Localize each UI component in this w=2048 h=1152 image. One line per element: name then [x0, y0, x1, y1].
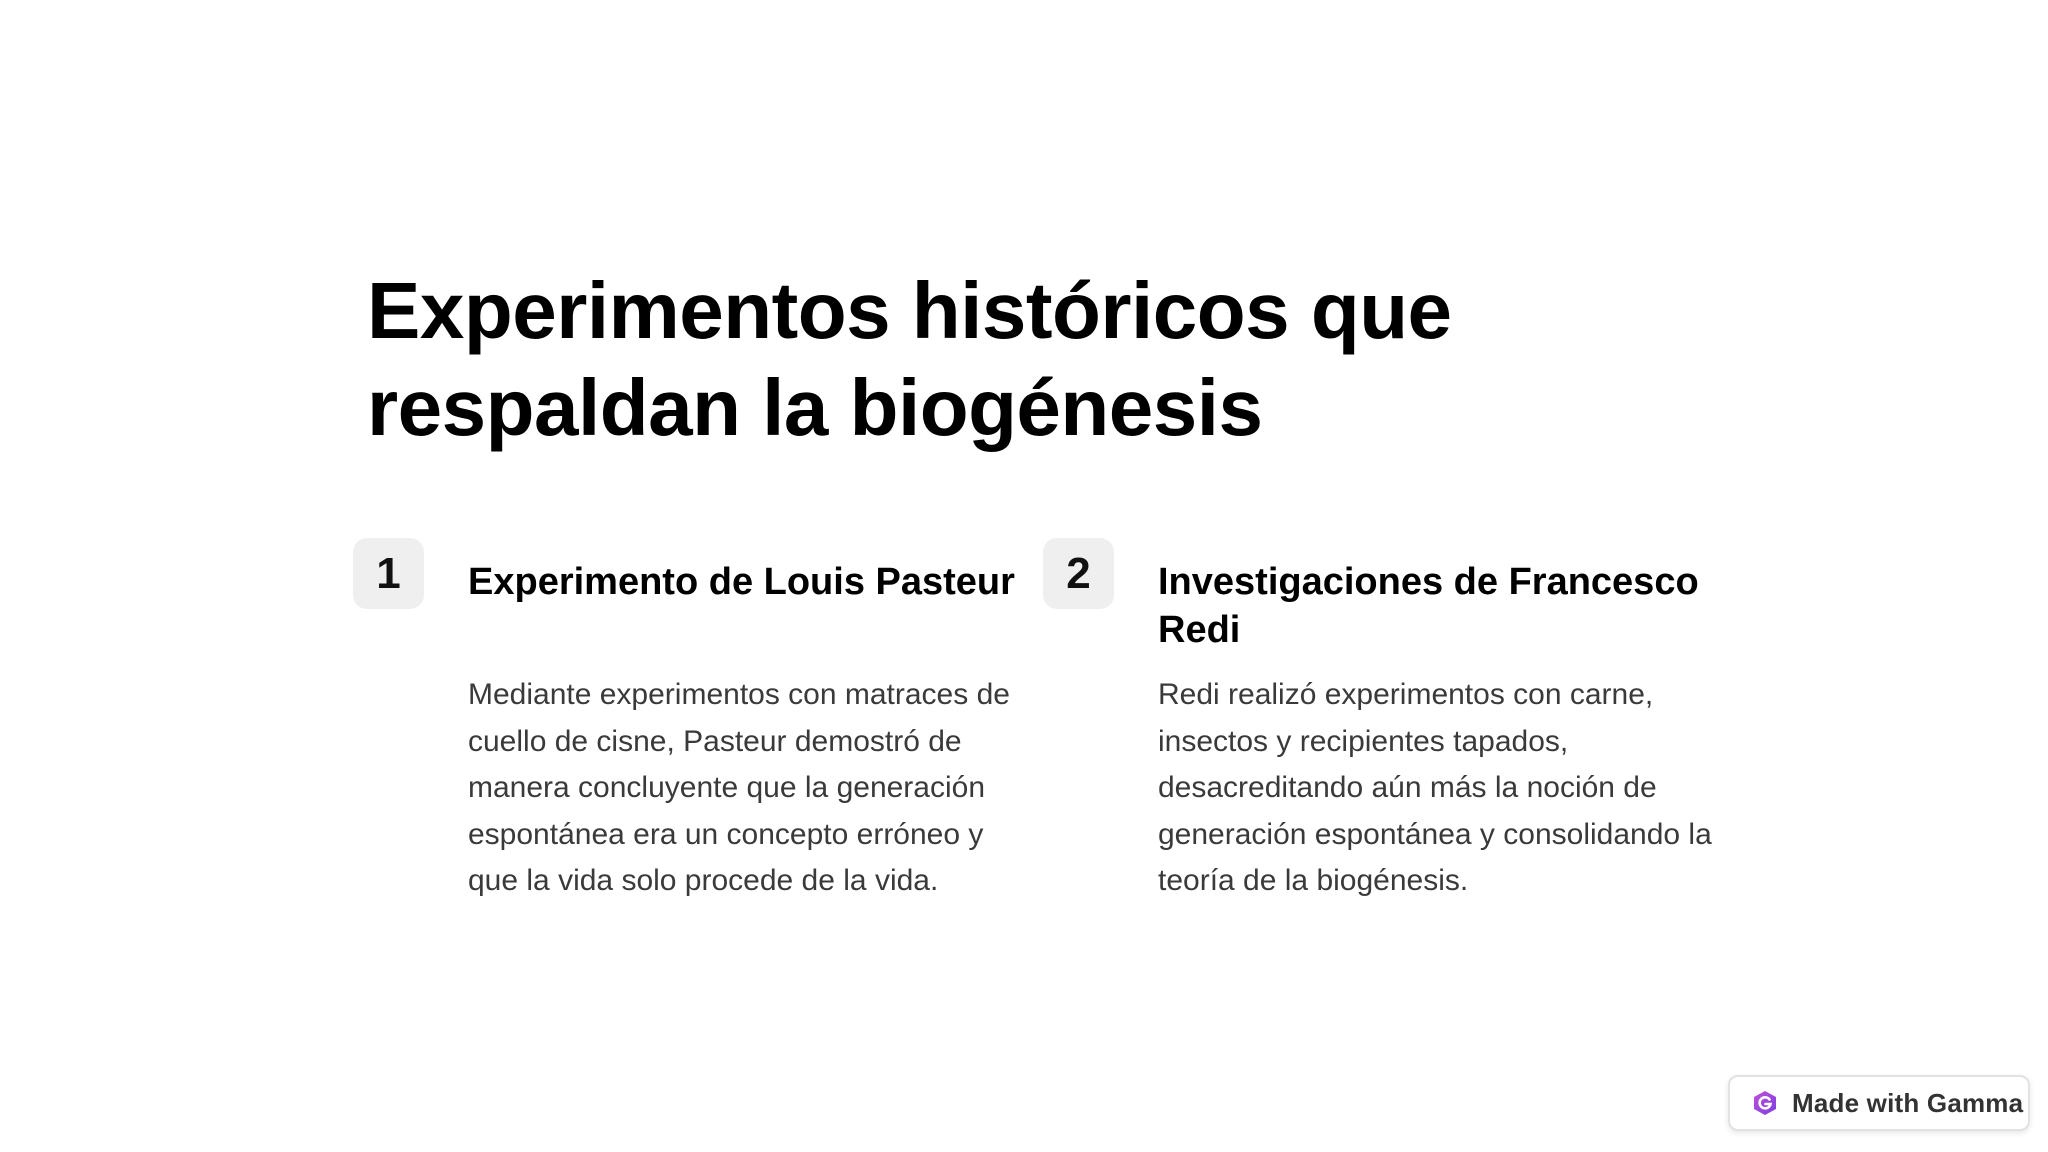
slide-title: Experimentos históricos que respaldan la biogénesis — [367, 266, 1452, 452]
made-with-gamma-button[interactable] — [1728, 1075, 2030, 1131]
item-title: Investigaciones de Francesco Redi — [1158, 561, 1699, 651]
number-badge: 2 — [1043, 538, 1114, 609]
gamma-badge-label: Made with Gamma — [1792, 1087, 2024, 1118]
item-text: Mediante experimentos con matraces de cuello de cisne, Pasteur demostró de manera concluyente que la generación espontánea era un concepto erróneo y que la vida solo procede de la vida. — [468, 678, 1010, 897]
gamma-logo-icon — [1752, 1090, 1778, 1116]
number-badge: 1 — [353, 538, 424, 609]
item-text: Redi realizó experimentos con carne, insectos y recipientes tapados, desacreditando aún más la noción de generación espontánea y consolidando la teoría de la biogénesis. — [1158, 678, 1712, 897]
item-title: Experimento de Louis Pasteur — [468, 561, 1015, 603]
